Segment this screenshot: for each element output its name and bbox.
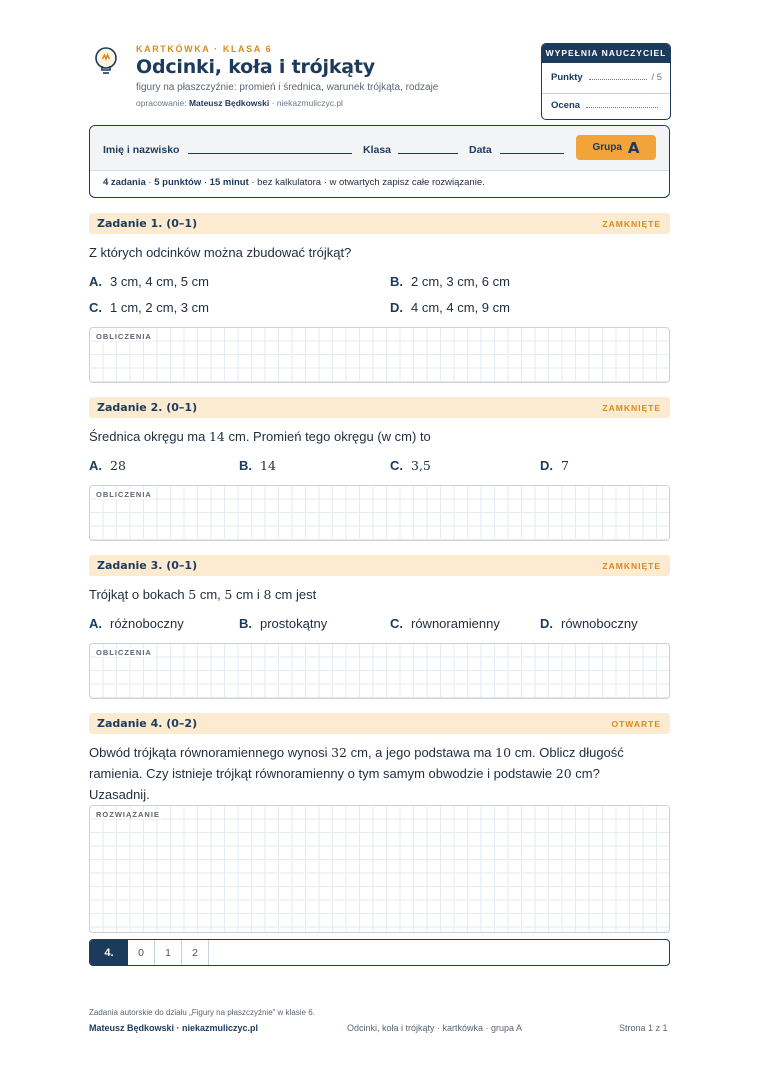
- option-text: 1 cm, 2 cm, 3 cm: [110, 300, 209, 315]
- task-2-type: ZAMKNIĘTE: [602, 403, 661, 413]
- task-2-option-c[interactable]: [390, 458, 431, 473]
- points-max: / 5: [651, 72, 662, 83]
- option-letter: C.: [89, 300, 102, 315]
- option-letter: A.: [89, 616, 102, 631]
- option-text: 3 cm, 4 cm, 5 cm: [110, 274, 209, 289]
- kicker: KARTKÓWKA · KLASA 6: [136, 44, 273, 54]
- separator: ·: [148, 177, 152, 188]
- score-option-1[interactable]: 1: [155, 940, 182, 965]
- teacher-box: [541, 43, 671, 120]
- task-4-type: OTWARTE: [611, 719, 661, 729]
- separator: ·: [203, 177, 208, 188]
- task-1-type: ZAMKNIĘTE: [602, 219, 661, 229]
- question-text: cm i: [235, 587, 260, 602]
- footer-author: Mateusz Będkowski · niekazmuliczyc.pl: [89, 1023, 259, 1033]
- task-3-option-d[interactable]: [540, 616, 638, 631]
- grid-label: OBLICZENIA: [96, 490, 152, 499]
- task-1-option-a[interactable]: [89, 274, 209, 289]
- divider: [542, 93, 670, 94]
- option-text: 3,5: [411, 458, 431, 473]
- task-4-score-bar: [89, 939, 670, 966]
- task-3-header: [89, 555, 670, 576]
- option-letter: C.: [390, 458, 403, 473]
- task-1-header: [89, 213, 670, 234]
- name-label: Imię i nazwisko: [103, 144, 180, 156]
- task-1-option-d[interactable]: [390, 300, 510, 315]
- task-2-calc-grid[interactable]: [89, 485, 670, 541]
- math-number: 20: [555, 766, 572, 781]
- date-field[interactable]: [500, 153, 564, 154]
- task-3-option-a[interactable]: [89, 616, 184, 631]
- question-text: Obwód trójkąta równoramiennego wynosi: [89, 745, 328, 760]
- option-text: różnoboczny: [110, 616, 184, 631]
- task-2-option-b[interactable]: [239, 458, 276, 473]
- option-text: 4 cm, 4 cm, 9 cm: [411, 300, 510, 315]
- task-1-option-c[interactable]: [89, 300, 209, 315]
- group-value: A: [627, 138, 640, 157]
- page-title: Odcinki, koła i trójkąty: [136, 56, 375, 78]
- info-points: 5 punktów: [154, 177, 202, 188]
- option-text: 2 cm, 3 cm, 6 cm: [411, 274, 510, 289]
- footer-center: Odcinki, koła i trójkąty · kartkówka · grupa A: [347, 1023, 523, 1033]
- option-text: 7: [561, 458, 569, 473]
- author-name: Mateusz Będkowski: [188, 98, 270, 108]
- task-3-type: ZAMKNIĘTE: [602, 561, 661, 571]
- option-letter: B.: [390, 274, 403, 289]
- task-2-option-a[interactable]: [89, 458, 126, 473]
- task-4-solution-grid[interactable]: [89, 805, 670, 933]
- name-field[interactable]: [188, 153, 352, 154]
- task-4-question: [89, 742, 664, 805]
- task-1-title: Zadanie 1. (0–1): [97, 217, 198, 230]
- page-number: Strona 1 z 1: [619, 1023, 668, 1033]
- task-2-option-d[interactable]: [540, 458, 569, 473]
- task-3-question: [89, 587, 316, 602]
- info-rest: · bez kalkulatora · w otwartych zapisz całe rozwiązanie.: [251, 177, 485, 188]
- task-4-title: Zadanie 4. (0–2): [97, 717, 198, 730]
- grade-field[interactable]: [586, 107, 658, 108]
- task-3-title: Zadanie 3. (0–1): [97, 559, 198, 572]
- task-3-calc-grid[interactable]: [89, 643, 670, 699]
- grid-label: OBLICZENIA: [96, 648, 152, 657]
- student-fields: [90, 126, 669, 171]
- option-text: 14: [260, 458, 276, 473]
- option-letter: D.: [540, 616, 553, 631]
- question-text: cm, a jego podstawa ma: [350, 745, 492, 760]
- option-text: równoboczny: [561, 616, 638, 631]
- task-3-option-c[interactable]: [390, 616, 500, 631]
- task-1-calc-grid[interactable]: [89, 327, 670, 383]
- option-letter: D.: [390, 300, 403, 315]
- info-time: 15 minut: [209, 177, 249, 188]
- option-letter: B.: [239, 616, 252, 631]
- option-text: 28: [110, 458, 126, 473]
- lightbulb-icon: [92, 46, 120, 76]
- group-badge: [576, 135, 656, 160]
- option-letter: B.: [239, 458, 252, 473]
- task-2-header: [89, 397, 670, 418]
- author-prefix: opracowanie:: [136, 98, 187, 108]
- score-option-0[interactable]: 0: [128, 940, 155, 965]
- question-text: Trójkąt o bokach: [89, 587, 185, 602]
- date-label: Data: [469, 144, 492, 156]
- math-number: 5: [188, 587, 197, 602]
- question-text: cm. Promień tego okręgu (w cm) to: [228, 429, 431, 444]
- teacher-box-title: WYPEŁNIA NAUCZYCIEL: [542, 44, 670, 63]
- page-subtitle: figury na płaszczyźnie: promień i średnica, warunek trójkąta, rodzaje: [136, 82, 439, 93]
- author-line: [136, 98, 343, 108]
- score-option-2[interactable]: 2: [182, 940, 209, 965]
- grid-label: ROZWIĄZANIE: [96, 810, 160, 819]
- question-text: Średnica okręgu ma: [89, 429, 206, 444]
- student-info-box: [89, 125, 670, 198]
- question-text: cm? Uzasadnij.: [89, 766, 600, 802]
- question-text: cm,: [199, 587, 221, 602]
- option-letter: C.: [390, 616, 403, 631]
- question-text: cm. Oblicz długość ramienia. Czy istnieje trójkąt równoramienny o tym samym obwodzie i podstawie: [89, 745, 624, 781]
- task-2-question: [89, 429, 431, 444]
- test-info: [103, 177, 485, 188]
- points-row: [551, 72, 662, 83]
- points-label: Punkty: [551, 72, 583, 83]
- class-field[interactable]: [398, 153, 458, 154]
- math-number: 5: [224, 587, 233, 602]
- math-number: 10: [495, 745, 512, 760]
- option-text: prostokątny: [260, 616, 328, 631]
- footer-note: Zadania autorskie do działu „Figury na płaszczyźnie” w klasie 6.: [89, 1008, 315, 1017]
- option-letter: A.: [89, 274, 102, 289]
- author-site: · niekazmuliczyc.pl: [271, 98, 343, 108]
- option-letter: A.: [89, 458, 102, 473]
- group-label: Grupa: [592, 142, 622, 153]
- question-text: cm jest: [275, 587, 317, 602]
- math-number: 32: [331, 745, 347, 760]
- math-number: 8: [263, 587, 272, 602]
- grade-label: Ocena: [551, 100, 581, 111]
- score-task-number: 4.: [90, 940, 128, 965]
- class-label: Klasa: [363, 144, 392, 156]
- task-2-title: Zadanie 2. (0–1): [97, 401, 198, 414]
- math-number: 14: [208, 429, 225, 444]
- task-3-option-b[interactable]: [239, 616, 327, 631]
- option-text: równoramienny: [411, 616, 500, 631]
- info-tasks: 4 zadania: [103, 177, 146, 188]
- grid-label: OBLICZENIA: [96, 332, 152, 341]
- points-field[interactable]: [589, 79, 648, 80]
- task-4-header: [89, 713, 670, 734]
- option-letter: D.: [540, 458, 553, 473]
- grade-row: [551, 100, 662, 111]
- task-1-option-b[interactable]: [390, 274, 510, 289]
- task-1-question: Z których odcinków można zbudować trójkąt?: [89, 245, 352, 260]
